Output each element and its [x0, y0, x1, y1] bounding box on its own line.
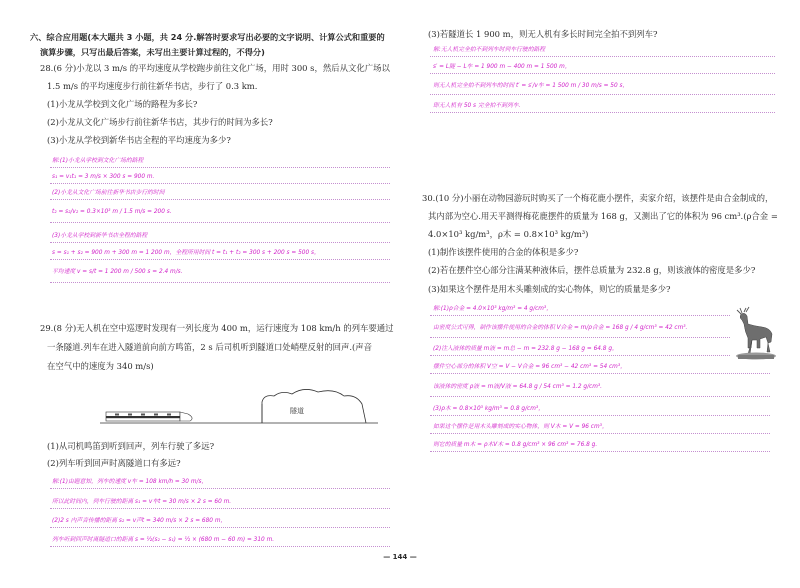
- q30-answer-line: 解:(1)ρ合金 = 4.0×10³ kg/m³ = 4 g/cm³，: [433, 306, 553, 312]
- answer-rule: [50, 183, 390, 184]
- q28-answer-line: t₂ = s₂/v₂ = 0.3×10³ m / 1.5 m/s = 200 s.: [52, 209, 172, 215]
- q29-subquestion-3: (3)若隧道长 1 900 m，则无人机有多长时间完全拍不到列车?: [428, 29, 658, 39]
- answer-rule: [430, 315, 730, 316]
- q30-answer-line: 由密度公式可得，制作该摆件使用的合金的体积 V合金 = m/ρ合金 = 168 g / 4 g/cm³ = 42 cm³.: [433, 325, 688, 331]
- answer-rule: [50, 199, 390, 200]
- q28-stem-line2: 1.5 m/s 的平均速度步行前往新华书店，步行了 0.3 km.: [47, 81, 258, 91]
- q29-cont-answer-line: 即无人机有 50 s 完全拍不到列车.: [433, 103, 521, 109]
- answer-rule: [50, 242, 390, 243]
- q29-answer-line: 所以此时间内，列车行驶的距离 s₁ = v车t = 30 m/s × 2 s = 60 m.: [52, 499, 232, 505]
- q29-cont-answer-line: s′ = L隧 − L车 = 1 900 m − 400 m = 1 500 m，: [433, 64, 571, 70]
- answer-rule: [430, 396, 770, 397]
- answer-rule: [430, 112, 775, 113]
- q29-stem-line2: 一条隧道.列车在进入隧道前向前方鸣笛，2 s 后司机听到隧道口处峭壁反射的回声.(声音: [47, 342, 373, 352]
- q29-answer-line: 解:(1)由题意知，列车的速度 v车 = 108 km/h = 30 m/s，: [52, 479, 208, 485]
- q29-subquestion-1: (1)从司机鸣笛到听到回声，列车行驶了多远?: [47, 441, 215, 451]
- q30-answer-line: (2)注入液体的质量 m液 = m总 − m = 232.8 g − 168 g = 64.8 g，: [433, 346, 618, 352]
- tunnel-label: 隧道: [290, 407, 304, 415]
- q30-stem-line2: 其内部为空心.用天平测得梅花鹿摆件的质量为 168 g，又测出了它的体积为 96 cm³.(ρ合金 =: [428, 211, 778, 221]
- section-title-line2: 演算步骤，只写出最后答案，未写出主要计算过程的，不得分): [40, 47, 265, 57]
- answer-rule: [50, 488, 390, 489]
- q29-subquestion-2: (2)列车听到回声时离隧道口有多远?: [47, 458, 181, 468]
- q30-answer-line: 则它的质量 m木 = ρ木V木 = 0.8 g/cm³ × 96 cm³ = 76.8 g.: [433, 442, 598, 448]
- answer-rule: [430, 355, 730, 356]
- q28-answer-line: 平均速度 v = s/t = 1 200 m / 500 s = 2.4 m/s.: [52, 269, 183, 275]
- q30-subquestion-3: (3)如果这个摆件是用木头雕刻成的实心物体，则它的质量是多少?: [428, 284, 671, 294]
- q28-subquestion-2: (2)小龙从文化广场步行前往新华书店，其步行的时间为多长?: [47, 117, 273, 127]
- answer-rule: [430, 373, 770, 374]
- answer-rule: [50, 282, 390, 283]
- answer-rule: [50, 546, 390, 547]
- q29-cont-answer-line: 解:无人机完全拍不到列车时列车行驶的路程: [433, 47, 546, 53]
- answer-rule: [430, 94, 775, 95]
- q30-answer-line: 如果这个摆件是用木头雕刻成的实心物体，则 V木 = V = 96 cm³，: [433, 424, 608, 430]
- q29-answer-line: (2)2 s 内声音传播的距离 s₂ = v声t = 340 m/s × 2 s = 680 m，: [52, 518, 227, 524]
- q30-answer-line: 摆件空心部分的体积 V空 = V − V合金 = 96 cm³ − 42 cm³ = 54 cm³，: [433, 364, 626, 370]
- q29-cont-answer-line: 则无人机完全拍不到列车的时间 t′ = s′/v车 = 1 500 m / 30 m/s = 50 s，: [433, 83, 629, 89]
- q30-answer-line: (3)ρ木 = 0.8×10³ kg/m³ = 0.8 g/cm³，: [433, 406, 545, 412]
- tunnel-mountain-outline: [262, 389, 366, 423]
- answer-rule: [430, 433, 770, 434]
- answer-rule: [50, 527, 390, 528]
- q29-answer-line: 列车听到回声时离隧道口的距离 s = ½(s₂ − s₁) = ½ × (680 m − 60 m) = 310 m.: [52, 537, 275, 543]
- q28-answer-line: s = s₁ + s₂ = 900 m + 300 m = 1 200 m，全程所用时间 t = t₁ + t₂ = 300 s + 200 s = 500 s，: [52, 250, 320, 256]
- q28-stem-line1: 28.(6 分)小龙以 3 m/s 的平均速度从学校跑步前往文化广场，用时 300 s，然后从文化广场以: [40, 63, 390, 73]
- q29-stem-line3: 在空气中的速度为 340 m/s): [47, 361, 154, 371]
- q28-answer-line: (2)小龙从文化广场前往新华书店步行的时间: [52, 190, 165, 196]
- q30-subquestion-2: (2)若在摆件空心部分注满某种液体后，摆件总质量为 232.8 g，则该液体的密度是多少?: [428, 265, 756, 275]
- answer-rule: [430, 415, 770, 416]
- deer-figurine-image: [730, 306, 782, 362]
- train-tunnel-diagram: [100, 382, 390, 430]
- answer-rule: [430, 73, 775, 74]
- q29-stem-line1: 29.(8 分)无人机在空中巡逻时发现有一列长度为 400 m，运行速度为 108 km/h 的列车要通过: [40, 323, 394, 333]
- q28-answer-line: s₁ = v₁t₁ = 3 m/s × 300 s = 900 m.: [52, 174, 155, 180]
- q30-subquestion-1: (1)制作该摆件使用的合金的体积是多少?: [428, 247, 579, 257]
- q30-stem-line1: 30.(10 分)小丽在动物园游玩时购买了一个梅花鹿小摆件，卖家介绍，该摆件是由合金制成的，: [422, 193, 774, 203]
- q30-answer-line: 该液体的密度 ρ液 = m液/V液 = 64.8 g / 54 cm³ = 1.2 g/cm³.: [433, 384, 603, 390]
- q28-subquestion-1: (1)小龙从学校到文化广场的路程为多长?: [47, 99, 198, 109]
- answer-rule: [50, 508, 390, 509]
- answer-rule: [50, 167, 390, 168]
- section-title-line1: 六、综合应用题(本大题共 3 小题，共 24 分.解答时要求写出必要的文字说明、计算公式和重要的: [30, 32, 385, 42]
- train-icon: [106, 412, 192, 421]
- answer-rule: [430, 56, 775, 57]
- q28-answer-line: 解:(1)小龙从学校到文化广场的路程: [52, 158, 144, 164]
- q28-answer-line: (3)小龙从学校到新华书店全程的路程: [52, 233, 148, 239]
- answer-rule: [50, 259, 390, 260]
- q30-stem-line3: 4.0×10³ kg/m³，ρ木 = 0.8×10³ kg/m³): [428, 229, 589, 239]
- answer-rule: [430, 451, 770, 452]
- page-number: — 144 —: [383, 553, 417, 561]
- answer-rule: [430, 337, 730, 338]
- q28-subquestion-3: (3)小龙从学校到新华书店全程的平均速度为多少?: [47, 135, 231, 145]
- answer-rule: [50, 222, 390, 223]
